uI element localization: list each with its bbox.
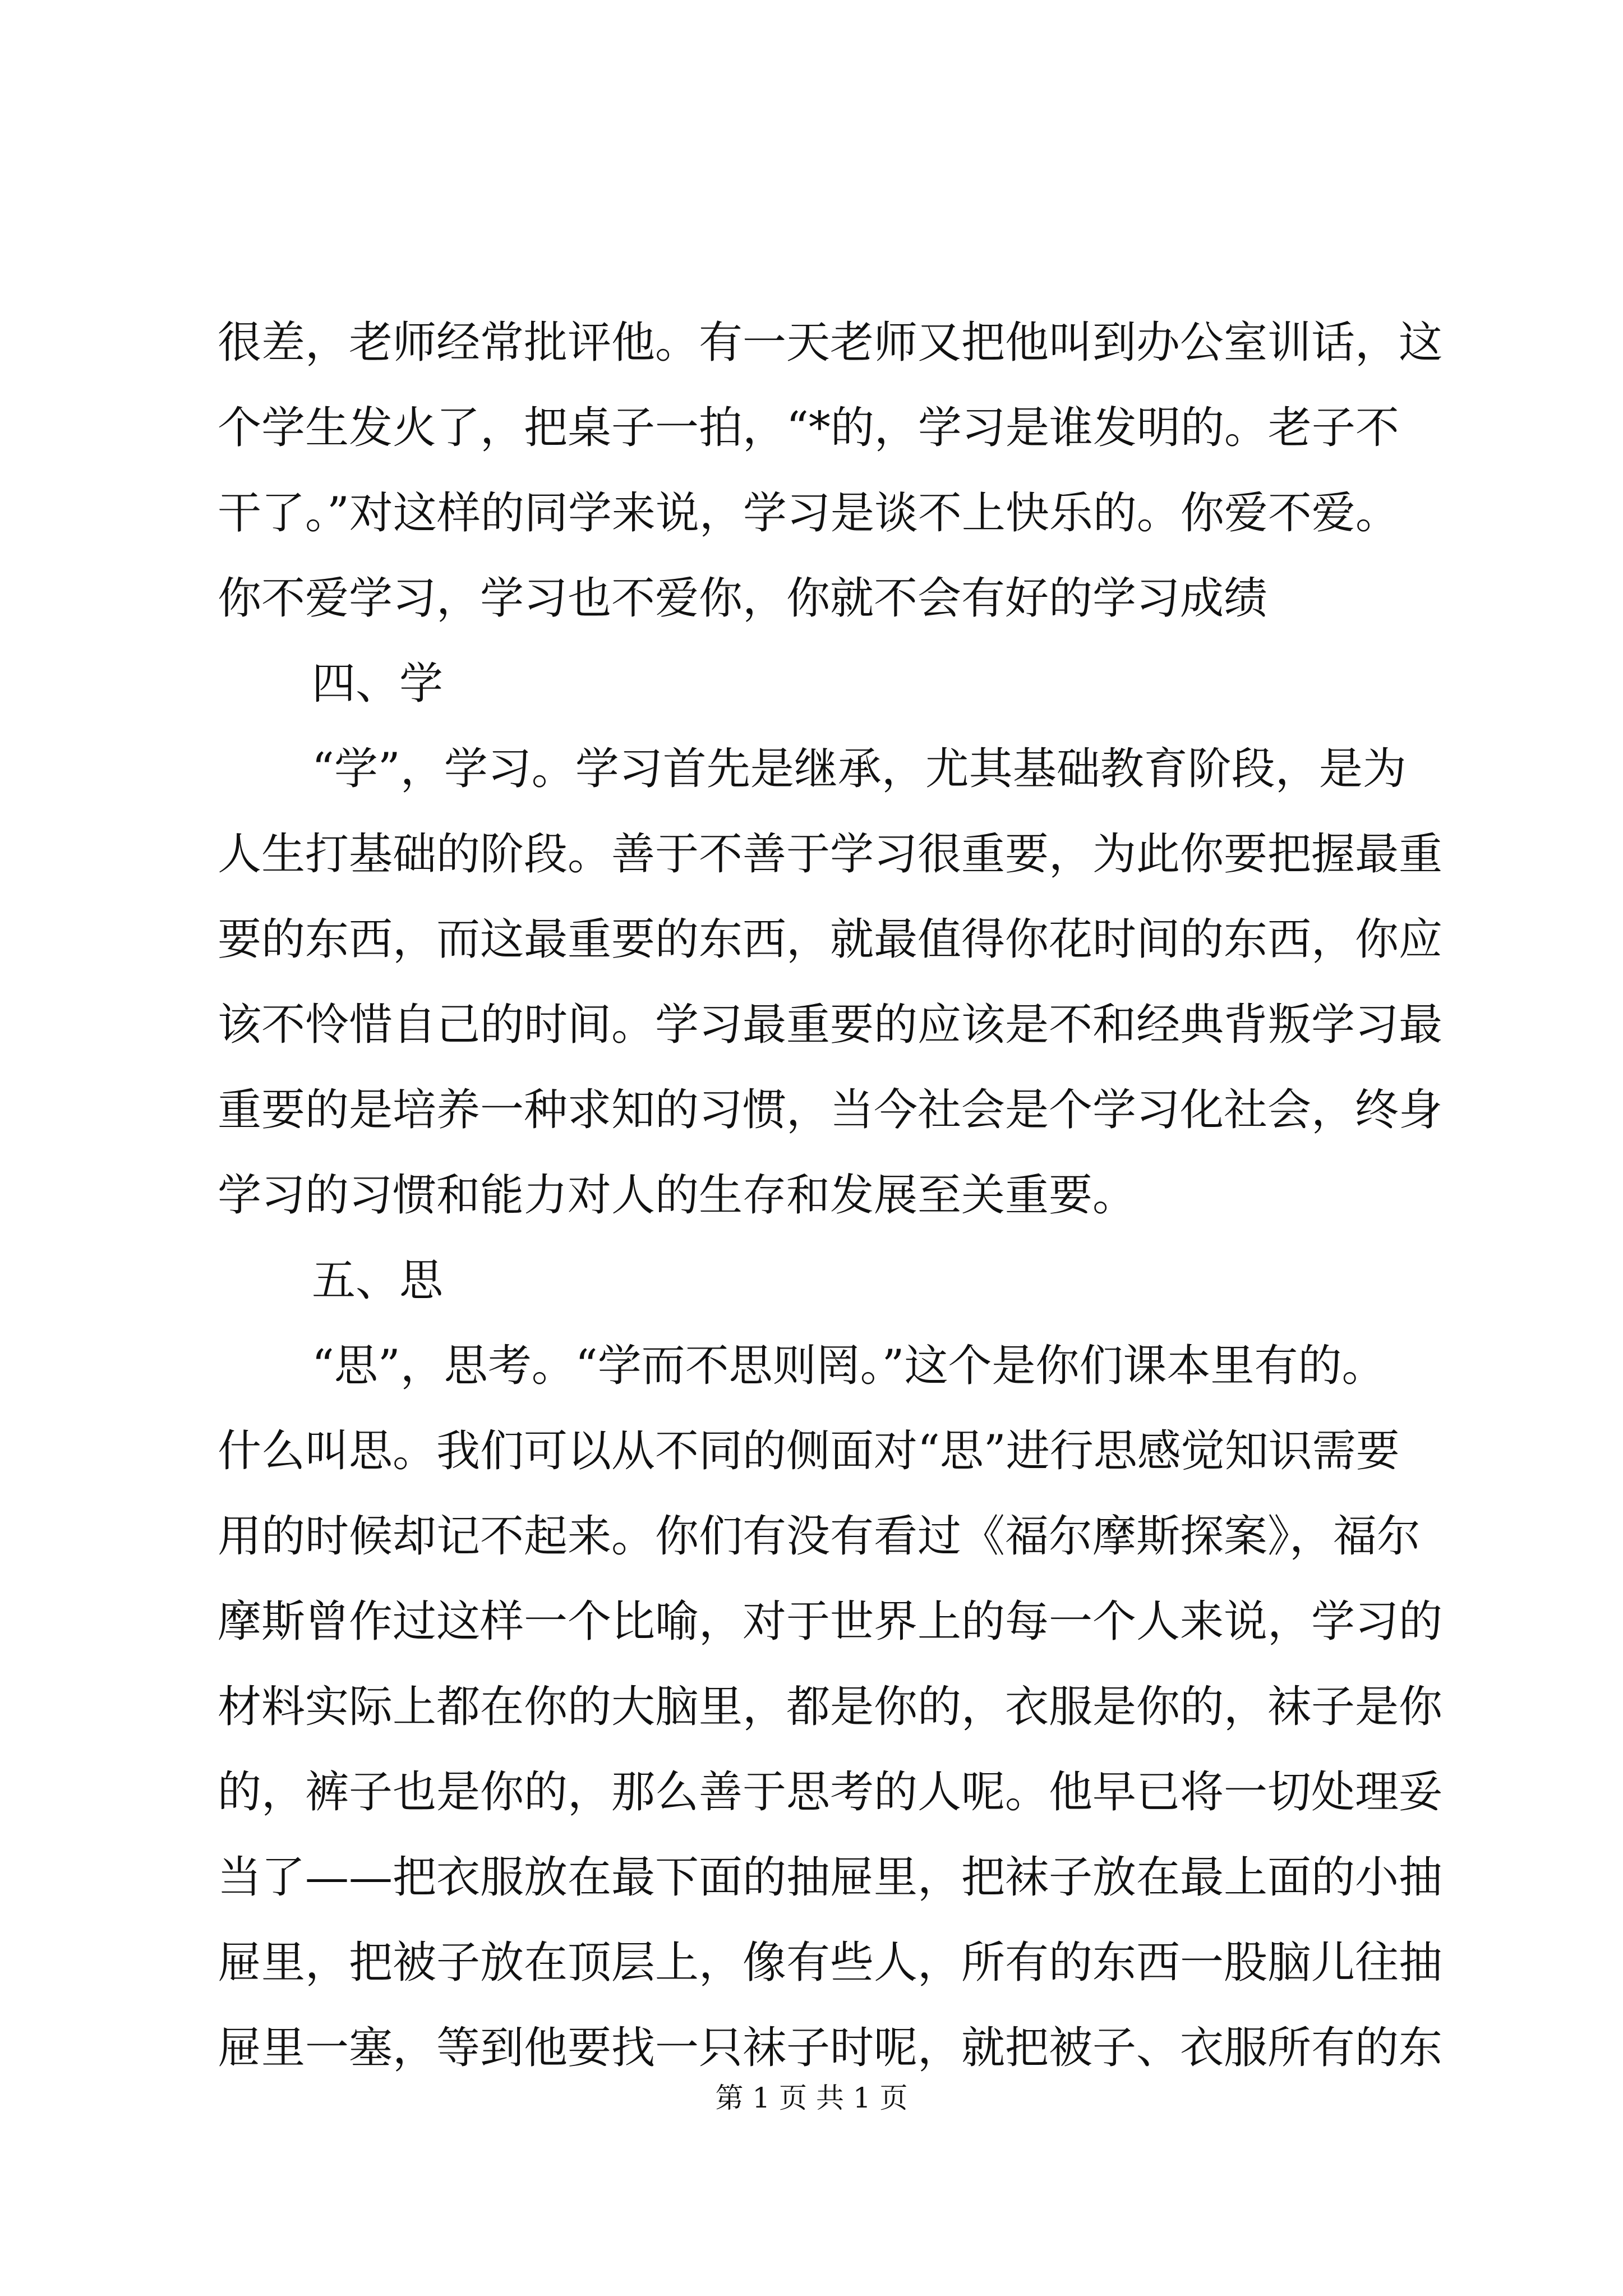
document-body [218,300,1443,2091]
text-line: 人生打基础的阶段。善于不善于学习很重要，为此你要把握最重 [218,829,1443,880]
text-line: 很差，老师经常批评他。有一天老师又把他叫到办公室训话，这 [218,318,1443,368]
page-footer: 第 1 页 共 1 页 [715,2082,908,2114]
text-line: 重要的是培养一种求知的习惯，当今社会是个学习化社会，终身 [218,1085,1443,1135]
text-line: 什么叫思。我们可以从不同的侧面对“思”进行思感觉知识需要 [218,1426,1400,1476]
text-line: 个学生发火了，把桌子一拍，“*的，学习是谁发明的。老子不 [218,403,1399,453]
text-line: 五、思 [312,1255,444,1306]
text-line: 材料实际上都在你的大脑里，都是你的，衣服是你的，袜子是你 [218,1682,1443,1732]
text-line: 该不怜惜自己的时间。学习最重要的应该是不和经典背叛学习最 [218,1000,1443,1050]
text-line: 当了——把衣服放在最下面的抽屉里，把袜子放在最上面的小抽 [218,1852,1443,1903]
text-line: 干了。”对这样的同学来说，学习是谈不上快乐的。你爱不爱。 [218,488,1399,539]
text-line: 学习的习惯和能力对人的生存和发展至关重要。 [218,1170,1137,1221]
text-line: 的，裤子也是你的，那么善于思考的人呢。他早已将一切处理妥 [218,1767,1443,1818]
text-line: “学”，学习。学习首先是继承，尤其基础教育阶段，是为 [312,744,1407,794]
text-line: 你不爱学习，学习也不爱你，你就不会有好的学习成绩 [218,573,1268,624]
text-line: 屉里一塞，等到他要找一只袜子时呢，就把被子、衣服所有的东 [218,2023,1443,2073]
text-line: 要的东西，而这最重要的东西，就最值得你花时间的东西，你应 [218,914,1443,965]
text-line: “思”，思考。“学而不思则罔。”这个是你们课本里有的。 [312,1341,1386,1391]
text-line: 四、学 [312,659,444,709]
text-line: 摩斯曾作过这样一个比喻，对于世界上的每一个人来说，学习的 [218,1596,1443,1647]
text-line: 用的时候却记不起来。你们有没有看过《福尔摩斯探案》，福尔 [218,1511,1421,1562]
text-line: 屉里，把被子放在顶层上，像有些人，所有的东西一股脑儿往抽 [218,1938,1443,1988]
